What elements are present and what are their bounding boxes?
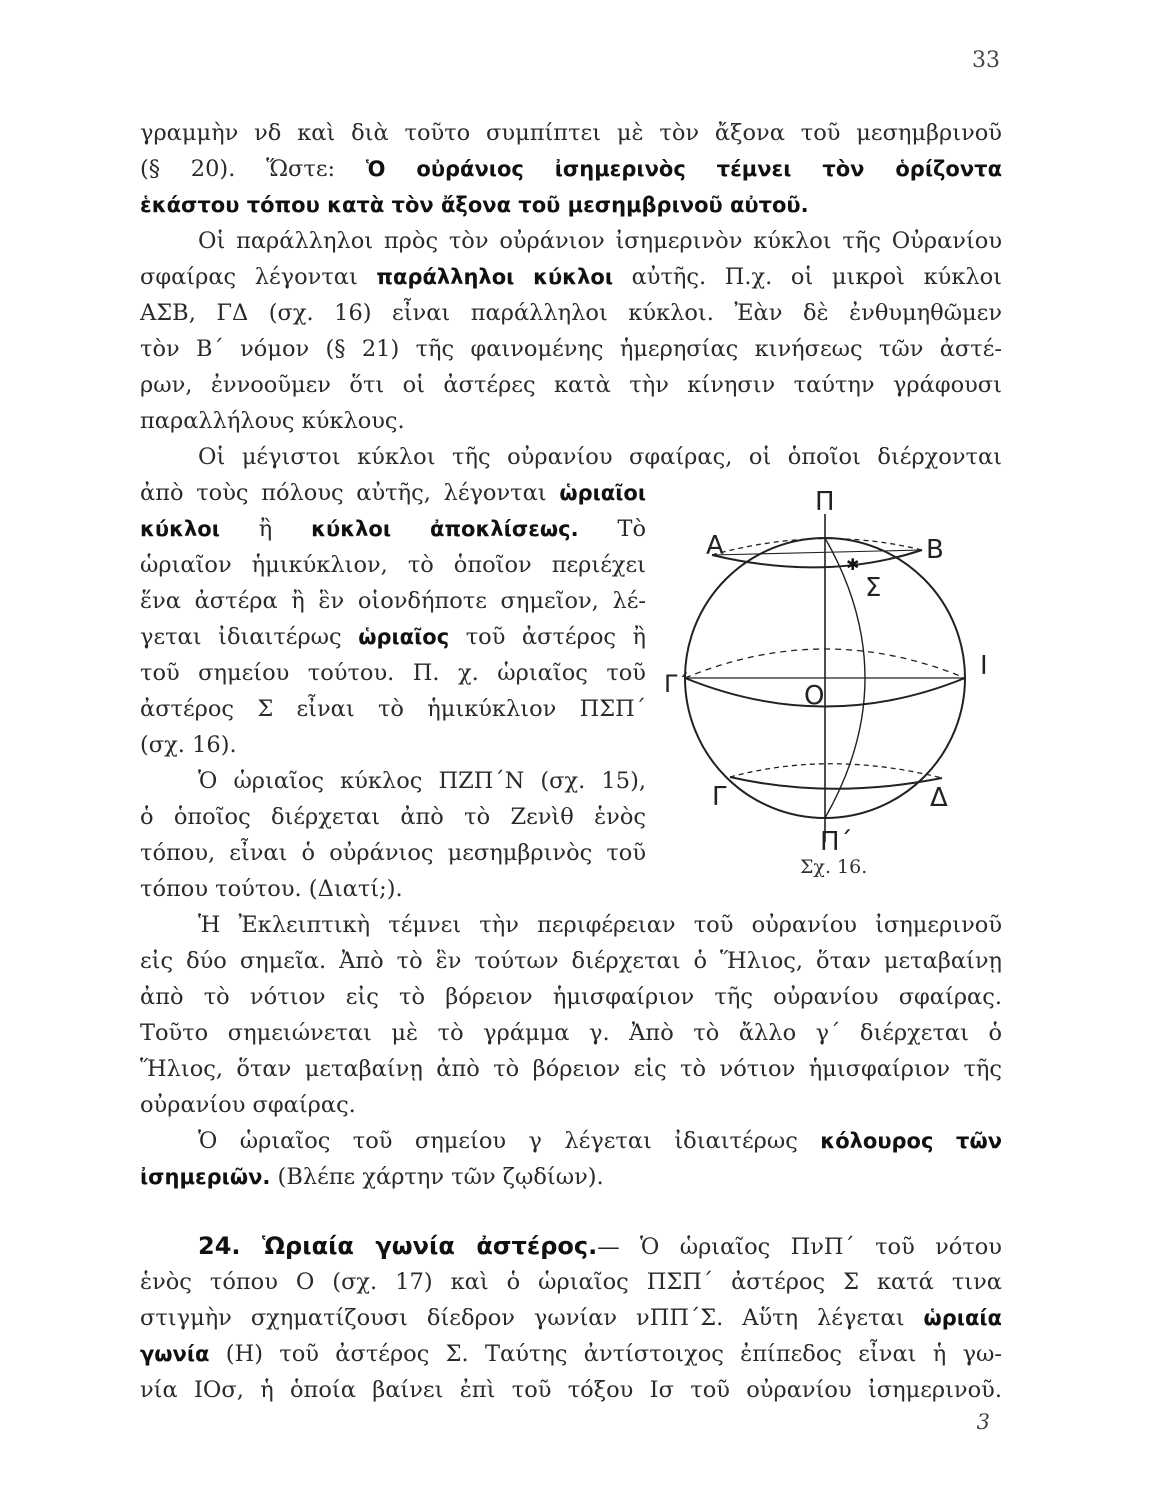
parallel-GD-front xyxy=(730,777,942,789)
label-P2: Π΄ xyxy=(820,827,853,857)
text-run: ἢ xyxy=(219,516,312,542)
text-line xyxy=(198,907,1002,943)
text-line xyxy=(140,511,646,547)
text-line xyxy=(140,1159,1002,1195)
celestial-sphere-figure xyxy=(660,470,1000,900)
text-run: Ἥλιος, ὅταν μεταβαίνῃ ἀπὸ τὸ βόρειον εἰς τὸ νότιον ἡμισφαίριον τῆς xyxy=(140,1056,1002,1082)
text-line xyxy=(140,691,646,727)
bold-term: ἰσημεριῶν. xyxy=(140,1165,271,1189)
text-line xyxy=(140,475,646,511)
label-I: Ι xyxy=(980,651,988,681)
label-O: Ο xyxy=(804,681,825,711)
label-S: Σ xyxy=(865,573,882,603)
text-line xyxy=(140,331,1002,367)
text-run: Ἡ Ἐκλειπτικὴ τέμνει τὴν περιφέρειαν τοῦ οὐρανίου ἰσημερινοῦ xyxy=(198,912,1002,938)
text-run: Τοῦτο σημειώνεται μὲ τὸ γράμμα γ. Ἀπὸ τὸ ἄλλο γ΄ διέρχεται ὁ xyxy=(140,1020,1002,1046)
bold-term: 24. Ὡριαία γωνία ἀστέρος. xyxy=(198,1232,598,1260)
text-line xyxy=(140,1015,1002,1051)
text-run: Ὁ ὡριαῖος τοῦ σημείου γ λέγεται ἰδιαιτέρως xyxy=(198,1128,821,1154)
text-run: τοῦ ἀστέρος ἢ xyxy=(449,624,647,650)
text-run: (Η) τοῦ ἀστέρος Σ. Ταύτης ἀντίστοιχος ἐπίπεδος εἶναι ἡ γω- xyxy=(209,1341,1002,1367)
text-run: ἀστέρος Σ εἶναι τὸ ἡμικύκλιον ΠΣΠ΄ xyxy=(140,696,646,722)
text-run: οὐρανίου σφαίρας. xyxy=(140,1092,356,1118)
text-line xyxy=(140,115,1002,151)
text-run: αὐτῆς. Π.χ. οἱ μικροὶ κύκλοι xyxy=(613,264,1003,290)
star-marker: ✱ xyxy=(846,555,860,574)
label-G: Γ xyxy=(712,782,727,812)
bold-term: ὡριαία xyxy=(923,1306,1002,1330)
text-run: ἀπὸ τοὺς πόλους αὐτῆς, λέγονται xyxy=(140,480,560,506)
bold-term: ὡριαῖος xyxy=(358,625,450,649)
text-line xyxy=(140,259,1002,295)
text-run: σφαίρας λέγονται xyxy=(140,264,377,290)
text-line xyxy=(140,871,646,907)
text-run: ὡριαῖον ἡμικύκλιον, τὸ ὁποῖον περιέχει xyxy=(140,552,646,578)
text-run: ὁ ὁποῖος διέρχεται ἀπὸ τὸ Ζενὶθ ἑνὸς xyxy=(140,804,646,830)
text-run: τὸν Β΄ νόμον (§ 21) τῆς φαινομένης ἡμερησίας κινήσεως τῶν ἀστέ- xyxy=(140,336,1002,362)
text-run: ἑνὸς τόπου Ο (σχ. 17) καὶ ὁ ὡριαῖος ΠΣΠ΄ ἀστέρος Σ κατά τινα xyxy=(140,1269,1002,1295)
text-run: τόπου, εἶναι ὁ οὐράνιος μεσημβρινὸς τοῦ xyxy=(140,840,646,866)
text-line xyxy=(140,151,1002,187)
text-run: Ὁ ὡριαῖος κύκλος ΠΖΠ΄Ν (σχ. 15), xyxy=(198,768,646,794)
text-line xyxy=(140,1372,1002,1408)
text-run: Οἱ μέγιστοι κύκλοι τῆς οὐρανίου σφαίρας, οἱ ὁποῖοι διέρχονται xyxy=(198,444,1002,470)
text-line xyxy=(140,655,646,691)
text-run: ΑΣΒ, ΓΔ (σχ. 16) εἶναι παράλληλοι κύκλοι. Ἐὰν δὲ ἐνθυμηθῶμεν xyxy=(140,300,1002,326)
signature-mark: 3 xyxy=(976,1410,990,1434)
label-P: Π xyxy=(815,487,835,517)
bold-term: ἑκάστου τόπου κατὰ τὸν ἄξονα τοῦ μεσημβρινοῦ αὐτοῦ. xyxy=(140,193,809,217)
text-line xyxy=(198,763,646,799)
text-line xyxy=(140,979,1002,1015)
parallel-GD-back xyxy=(730,764,942,778)
label-B: Β xyxy=(926,535,944,565)
text-run: ρων, ἐννοοῦμεν ὅτι οἱ ἀστέρες κατὰ τὴν κίνησιν ταύτην γράφουσι xyxy=(140,372,1002,398)
bold-term: κόλουρος τῶν xyxy=(820,1129,1002,1153)
text-run: Τὸ xyxy=(578,516,646,542)
text-line xyxy=(140,799,646,835)
text-run: νία ΙΟσ, ἡ ὁποία βαίνει ἐπὶ τοῦ τόξου Ισ τοῦ οὐρανίου ἰσημερινοῦ. xyxy=(140,1377,1002,1403)
text-run: (σχ. 16). xyxy=(140,732,237,758)
text-line xyxy=(140,367,1002,403)
bold-term: Ὁ οὐράνιος ἰσημερινὸς τέμνει τὸν ὁρίζοντα xyxy=(365,157,1002,181)
text-run: (§ 20). Ὥστε: xyxy=(140,156,366,182)
text-run: γεται ἰδιαιτέρως xyxy=(140,624,359,650)
text-line xyxy=(140,1087,1002,1123)
text-run: τόπου τούτου. (Διατί;). xyxy=(140,876,403,902)
text-line xyxy=(140,1336,1002,1372)
label-G2: Γ΄ xyxy=(664,670,690,698)
text-run: παραλλήλους κύκλους. xyxy=(140,408,405,434)
bold-term: κύκλοι ἀποκλίσεως. xyxy=(311,517,579,541)
text-run: ἕνα ἀστέρα ἢ ἓν οἱονδήποτε σημεῖον, λέ- xyxy=(140,588,646,614)
bold-term: κύκλοι xyxy=(140,517,220,541)
text-line xyxy=(140,1300,1002,1336)
page-number: 33 xyxy=(972,48,1000,73)
text-run: στιγμὴν σχηματίζουσι δίεδρον γωνίαν νΠΠ΄Σ. Αὕτη λέγεται xyxy=(140,1305,924,1331)
bold-term: παράλληλοι κύκλοι xyxy=(376,265,614,289)
text-line xyxy=(140,583,646,619)
text-line xyxy=(140,727,646,763)
label-A: Α xyxy=(706,531,724,561)
text-run: (Βλέπε χάρτην τῶν ζῳδίων). xyxy=(270,1164,604,1190)
figure-caption: Σχ. 16. xyxy=(800,856,868,878)
text-line xyxy=(198,223,1002,259)
label-D: Δ xyxy=(930,783,948,813)
bold-term: γωνία xyxy=(140,1342,210,1366)
text-run: Οἱ παράλληλοι πρὸς τὸν οὐράνιον ἰσημερινὸν κύκλοι τῆς Οὐρανίου xyxy=(198,228,1002,254)
text-line xyxy=(198,1228,1002,1265)
text-run: εἰς δύο σημεῖα. Ἀπὸ τὸ ἓν τούτων διέρχεται ὁ Ἥλιος, ὅταν μεταβαίνῃ xyxy=(140,948,1002,974)
text-run: ἀπὸ τὸ νότιον εἰς τὸ βόρειον ἡμισφαίριον τῆς οὐρανίου σφαίρας. xyxy=(140,984,1002,1010)
text-line xyxy=(140,187,1002,223)
text-line xyxy=(140,835,646,871)
text-run: τοῦ σημείου τούτου. Π. χ. ὡριαῖος τοῦ xyxy=(140,660,646,686)
text-line xyxy=(140,1051,1002,1087)
text-line xyxy=(140,1264,1002,1300)
bold-term: ὡριαῖοι xyxy=(559,481,646,505)
text-line xyxy=(198,1123,1002,1159)
text-line xyxy=(140,547,646,583)
text-line xyxy=(140,619,646,655)
text-line xyxy=(140,295,1002,331)
text-line xyxy=(140,403,1002,439)
text-run: γραμμὴν νδ καὶ διὰ τοῦτο συμπίπτει μὲ τὸν ἄξονα τοῦ μεσημβρινοῦ xyxy=(140,120,1002,146)
text-run: — Ὁ ὡριαῖος ΠνΠ΄ τοῦ νότου xyxy=(597,1234,1002,1260)
text-line xyxy=(140,943,1002,979)
